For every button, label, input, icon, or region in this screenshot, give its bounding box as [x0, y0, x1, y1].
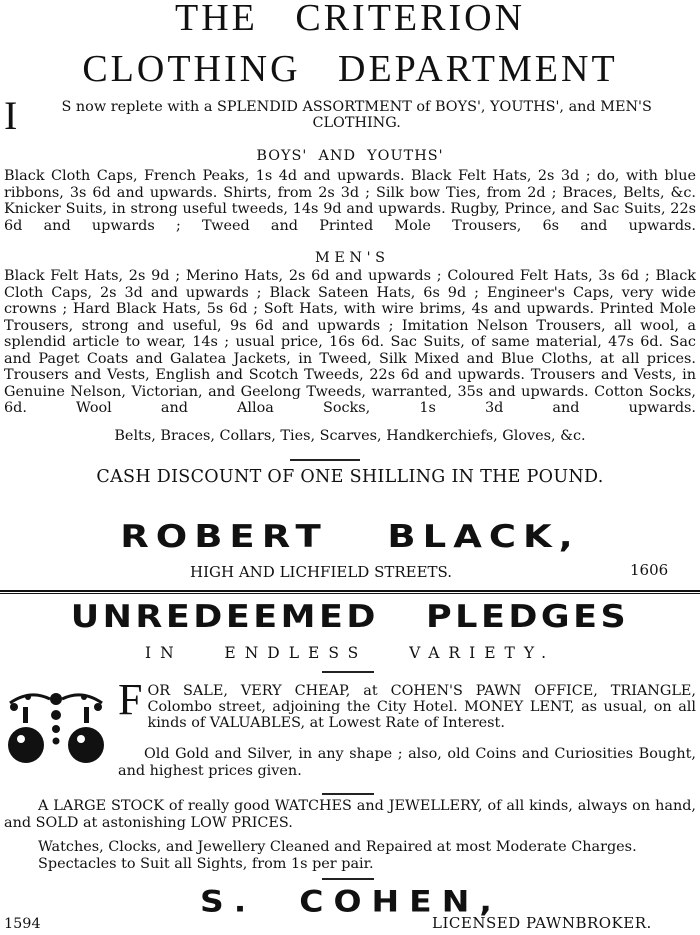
repair-text: Watches, Clocks, and Jewellery Cleaned and Repaired at most Moderate Charges.: [38, 839, 637, 855]
pledges-divider: [322, 671, 374, 673]
earrings-illustration: [0, 685, 112, 775]
sale-paragraph: [118, 675, 696, 731]
criterion-ad-number: 1606: [630, 561, 669, 579]
cohen-name: S. COHEN,: [200, 884, 502, 919]
spectacles-text: Spectacles to Suit all Sights, from 1s per pair.: [38, 856, 374, 872]
boys-text: Black Cloth Caps, French Peaks, 1s 4d and upwards. Black Felt Hats, 2s 3d ; do, with blue ribbons, 3s 6d and upwards. Shirts, from 2s 3d ; Silk bow Ties, from 2d ; Braces, Belts, &c. Knicker Suits, in strong useful tweeds, 14s 9d and upwards. Rugby, Prince, and Sac Suits, 22s 6d and upwards ; Tweed and Printed Mole Trousers, 6s and upwards.: [4, 168, 696, 234]
stock-text: A LARGE STOCK of really good WATCHES and JEWELLERY, of all kinds, always on hand, and SOLD at astonishing LOW PRICES.: [4, 798, 696, 831]
criterion-address: HIGH AND LICHFIELD STREETS.: [190, 563, 453, 581]
gold-text: Old Gold and Silver, in any shape ; also, old Coins and Curiosities Bought, and highest prices given.: [118, 746, 696, 779]
sale-dropcap: F: [118, 675, 143, 724]
criterion-divider: [290, 459, 360, 461]
stock-divider: [322, 793, 374, 795]
criterion-intro-dropcap: I: [4, 93, 18, 138]
sale-text: OR SALE, VERY CHEAP, at COHEN'S PAWN OFFICE, TRIANGLE, Colombo street, adjoining the City Hotel. MONEY LENT, as usual, on all kinds of VALUABLES, at Lowest Rate of Interest.: [147, 683, 696, 731]
mens-heading: M E N ' S: [315, 250, 385, 266]
pledges-ad-number: 1594: [4, 916, 41, 932]
pledges-title: UNREDEEMED PLEDGES: [70, 599, 630, 635]
mens-last-line: Belts, Braces, Collars, Ties, Scarves, Handkerchiefs, Gloves, &c.: [114, 428, 586, 444]
criterion-title-line2: CLOTHING DEPARTMENT: [82, 48, 618, 90]
earrings-icon: [0, 685, 112, 775]
criterion-intro: [0, 93, 700, 138]
section-divider: [0, 590, 700, 594]
cohen-divider: [322, 878, 374, 880]
discount-line: CASH DISCOUNT OF ONE SHILLING IN THE POUND.: [96, 467, 604, 487]
mens-text: Black Felt Hats, 2s 9d ; Merino Hats, 2s 6d and upwards ; Coloured Felt Hats, 3s 6d ; Black Cloth Caps, 2s 3d and upwards ; Black Sateen Hats, 6s 9d ; Engineer's Caps, very wide crowns ; Hard Black Hats, 5s 6d ; Soft Hats, with wire brims, 4s and upwards. Printed Mole Trousers, strong and useful, 9s 6d and upwards ; Imitation Nelson Trousers, all wool, a splendid article to wear, 14s ; usual price, 16s 6d. Sac Suits, of same material, 47s 6d. Sac and Paget Coats and Galatea Jackets, in Tweed, Silk Mixed and Blue Cloths, at all prices. Trousers and Vests, English and Scotch Tweeds, 22s 6d and upwards. Trousers and Vests, in Genuine Nelson, Victorian, and Geelong Tweeds, warranted, 35s and upwards. Cotton Socks, 6d. Wool and Alloa Socks, 1s 3d and upwards.: [4, 268, 696, 416]
boys-heading: BOYS' AND YOUTHS': [256, 148, 444, 164]
robert-black-name: ROBERT BLACK,: [120, 518, 580, 555]
pledges-subtitle: IN ENDLESS VARIETY.: [144, 644, 556, 662]
criterion-title-line1: THE CRITERION: [174, 0, 526, 39]
cohen-licence: LICENSED PAWNBROKER.: [432, 914, 652, 932]
criterion-intro-text: S now replete with a SPLENDID ASSORTMENT of BOYS', YOUTHS', and MEN'S CLOTHING.: [61, 99, 652, 131]
